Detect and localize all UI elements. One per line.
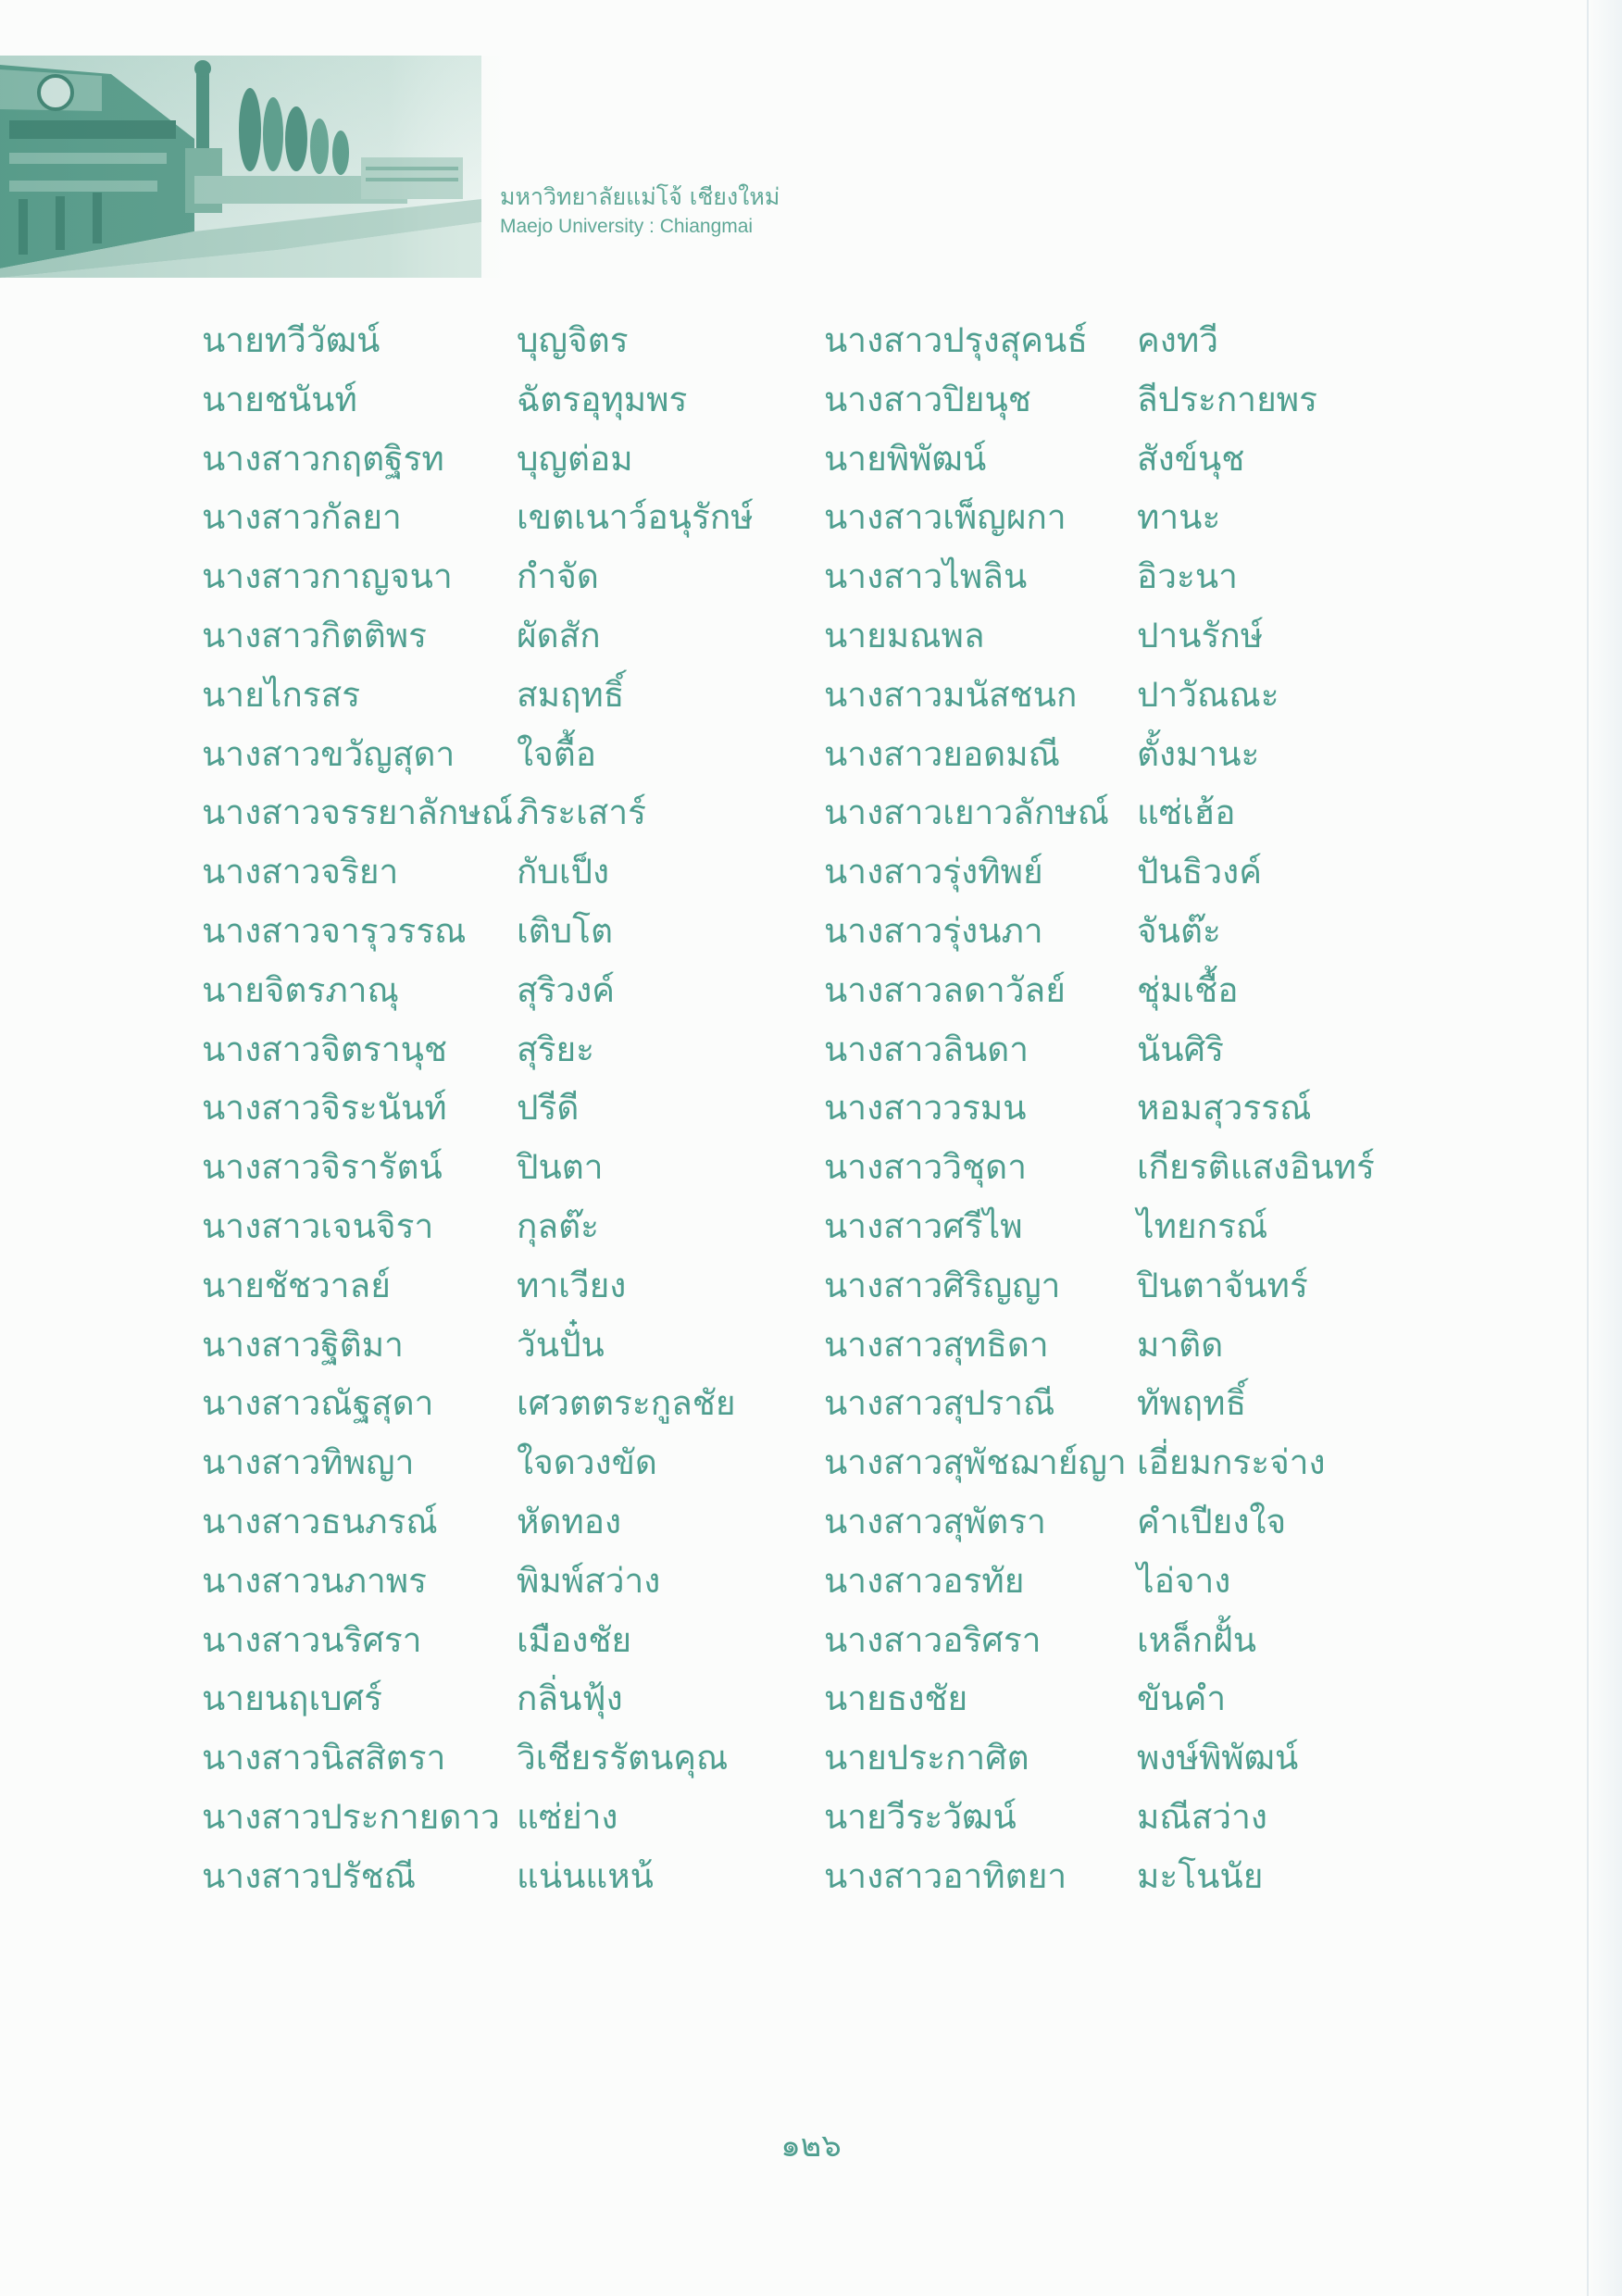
surname-left: กลิ่นฟุ้ง (517, 1678, 623, 1719)
first-name-right: นางสาวมนัสชนก (824, 674, 1078, 715)
name-row (202, 488, 1405, 547)
surname-left: แน่นแหน้ (517, 1855, 654, 1896)
university-name-thai: มหาวิทยาลัยแม่โจ้ เชียงใหม่ (500, 183, 780, 210)
name-row (202, 547, 1405, 606)
surname-left: กุลต๊ะ (517, 1205, 599, 1246)
surname-left: กำจัด (517, 556, 599, 597)
surname-right: ปาวัณณะ (1137, 674, 1279, 715)
name-row (202, 1728, 1405, 1788)
first-name-left: นางสาวกาญจนา (202, 556, 453, 597)
first-name-left: นางสาวจิระนันท์ (202, 1088, 447, 1129)
first-name-left: นางสาวฐิติมา (202, 1324, 404, 1365)
first-name-right: นางสาวลดาวัลย์ (824, 969, 1066, 1010)
surname-right: ไทยกรณ์ (1137, 1205, 1268, 1246)
name-row (202, 606, 1405, 666)
first-name-left: นางสาวกิตติพร (202, 615, 427, 655)
surname-right: ลีประกายพร (1137, 379, 1318, 419)
first-name-left: นายไกรสร (202, 674, 361, 715)
name-row (202, 725, 1405, 784)
name-row (202, 842, 1405, 902)
name-row (202, 666, 1405, 725)
surname-right: เกียรติแสงอินทร์ (1137, 1147, 1375, 1188)
first-name-left: นางสาวทิพญา (202, 1442, 415, 1483)
name-row (202, 961, 1405, 1020)
first-name-left: นางสาวเจนจิรา (202, 1205, 434, 1246)
surname-left: ใจตื้อ (517, 733, 596, 774)
first-name-left: นางสาวนภาพร (202, 1560, 427, 1601)
surname-right: ชุ่มเชื้อ (1137, 969, 1239, 1010)
surname-right: ปินตาจันทร์ (1137, 1265, 1308, 1305)
surname-left: เมืองชัย (517, 1619, 632, 1660)
first-name-left: นางสาวณัฐสุดา (202, 1383, 434, 1424)
first-name-right: นางสาวรุ่งนภา (824, 910, 1043, 951)
surname-right: คงทวี (1137, 320, 1218, 360)
surname-right: ตั้งมานะ (1137, 733, 1260, 774)
surname-right: หอมสุวรรณ์ (1137, 1088, 1312, 1129)
first-name-right: นางสาวรุ่งทิพย์ (824, 852, 1043, 892)
name-row (202, 902, 1405, 961)
first-name-left: นางสาวจิตรานุช (202, 1029, 448, 1069)
surname-right: จันต๊ะ (1137, 910, 1221, 951)
surname-right: แซ่เฮ้อ (1137, 792, 1236, 833)
first-name-left: นางสาวนริศรา (202, 1619, 422, 1660)
surname-right: ทานะ (1137, 497, 1221, 538)
name-row (202, 1138, 1405, 1197)
surname-left: เขตเนาว์อนุรักษ์ (517, 497, 754, 538)
name-row (202, 1256, 1405, 1316)
first-name-right: นางสาวสุทธิดา (824, 1324, 1049, 1365)
surname-right: ทัพฤทธิ์ (1137, 1383, 1247, 1424)
surname-right: ปานรักษ์ (1137, 615, 1264, 655)
first-name-right: นายวีระวัฒน์ (824, 1796, 1017, 1837)
surname-left: ภิระเสาร์ (517, 792, 647, 833)
first-name-right: นางสาวสุพัตรา (824, 1501, 1046, 1541)
name-row (202, 1611, 1405, 1670)
surname-right: คำเปียงใจ (1137, 1501, 1287, 1541)
surname-left: บุญจิตร (517, 320, 629, 360)
first-name-right: นายธงชัย (824, 1678, 968, 1719)
name-row (202, 311, 1405, 370)
surname-left: วิเชียรรัตนคุณ (517, 1738, 729, 1778)
first-name-right: นางสาวเยาวลักษณ์ (824, 792, 1109, 833)
surname-right: มะโนนัย (1137, 1855, 1264, 1896)
name-row (202, 1492, 1405, 1552)
surname-left: ปินตา (517, 1147, 604, 1188)
first-name-right: นางสาวศิริญญา (824, 1265, 1061, 1305)
surname-right: มณีสว่าง (1137, 1796, 1267, 1837)
surname-right: ขันคำ (1137, 1678, 1227, 1719)
first-name-left: นางสาวจรรยาลักษณ์ (202, 792, 513, 833)
first-name-left: นายชนันท์ (202, 379, 357, 419)
name-row (202, 1374, 1405, 1433)
name-row (202, 1197, 1405, 1256)
surname-right: ไอ่จาง (1137, 1560, 1231, 1601)
first-name-right: นางสาวศรีไพ (824, 1205, 1023, 1246)
surname-right: ปันธิวงค์ (1137, 852, 1262, 892)
name-list (202, 311, 1405, 1906)
first-name-right: นางสาวอริศรา (824, 1619, 1042, 1660)
name-row (202, 1433, 1405, 1492)
first-name-right: นางสาวอรทัย (824, 1560, 1025, 1601)
name-row (202, 783, 1405, 842)
first-name-left: นางสาวปรัชณี (202, 1855, 417, 1896)
name-row (202, 1079, 1405, 1138)
first-name-left: นางสาวขวัญสุดา (202, 733, 455, 774)
name-row (202, 1316, 1405, 1375)
first-name-right: นางสาวสุพัชฌาย์ญา (824, 1442, 1127, 1483)
first-name-right: นางสาววรมน (824, 1088, 1027, 1129)
first-name-right: นายประกาศิต (824, 1738, 1029, 1778)
first-name-left: นางสาวจารุวรรณ (202, 910, 467, 951)
surname-left: พิมพ์สว่าง (517, 1560, 661, 1601)
first-name-left: นายจิตรภาณุ (202, 969, 399, 1010)
surname-right: มาติด (1137, 1324, 1224, 1365)
university-name-english: Maejo University : Chiangmai (500, 216, 754, 237)
first-name-left: นางสาวธนภรณ์ (202, 1501, 438, 1541)
name-row (202, 430, 1405, 489)
surname-left: วันปั๋น (517, 1324, 605, 1365)
surname-left: สุริยะ (517, 1029, 595, 1069)
first-name-right: นางสาวเพ็ญผกา (824, 497, 1067, 538)
first-name-right: นางสาวอาทิตยา (824, 1855, 1067, 1896)
first-name-left: นางสาวประกายดาว (202, 1796, 500, 1837)
name-row (202, 1847, 1405, 1906)
first-name-right: นางสาวปิยนุช (824, 379, 1031, 419)
surname-left: ฉัตรอุทุมพร (517, 379, 688, 419)
surname-left: สุริวงค์ (517, 969, 616, 1010)
first-name-left: นางสาวกัลยา (202, 497, 402, 538)
surname-left: สมฤทธิ์ (517, 674, 625, 715)
name-row (202, 1669, 1405, 1728)
surname-left: บุญต่อม (517, 438, 633, 479)
first-name-right: นายพิพัฒน์ (824, 438, 987, 479)
surname-right: เหล็กฝั้น (1137, 1619, 1257, 1660)
surname-right: นันศิริ (1137, 1029, 1224, 1069)
surname-right: สังข์นุช (1137, 438, 1245, 479)
surname-left: หัดทอง (517, 1501, 622, 1541)
first-name-right: นางสาวลินดา (824, 1029, 1029, 1069)
surname-left: เศวตตระกูลชัย (517, 1383, 736, 1424)
first-name-left: นายชัชวาลย์ (202, 1265, 391, 1305)
surname-left: แซ่ย่าง (517, 1796, 618, 1837)
page-number: ๑๒๖ (780, 2128, 842, 2165)
surname-right: อิวะนา (1137, 556, 1238, 597)
first-name-right: นางสาววิชุดา (824, 1147, 1027, 1188)
surname-left: ใจดวงขัด (517, 1442, 657, 1483)
page-header (0, 0, 926, 296)
first-name-left: นางสาวนิสสิตรา (202, 1738, 446, 1778)
first-name-right: นางสาวไพลิน (824, 556, 1028, 597)
surname-right: พงษ์พิพัฒน์ (1137, 1738, 1299, 1778)
surname-right: เอี่ยมกระจ่าง (1137, 1442, 1326, 1483)
first-name-right: นายมณพล (824, 615, 985, 655)
surname-left: ผัดสัก (517, 615, 601, 655)
surname-left: ปรีดี (517, 1088, 580, 1129)
name-row (202, 370, 1405, 430)
first-name-right: นางสาวสุปราณี (824, 1383, 1055, 1424)
first-name-right: นางสาวยอดมณี (824, 733, 1060, 774)
first-name-left: นางสาวกฤตฐิรท (202, 438, 444, 479)
surname-left: ทาเวียง (517, 1265, 627, 1305)
first-name-left: นางสาวจริยา (202, 852, 399, 892)
name-row (202, 1552, 1405, 1611)
name-row (202, 1020, 1405, 1079)
page-edge (1587, 0, 1622, 2296)
first-name-left: นางสาวจิรารัตน์ (202, 1147, 443, 1188)
name-row (202, 1788, 1405, 1847)
first-name-right: นางสาวปรุงสุคนธ์ (824, 320, 1088, 360)
surname-left: กับเป็ง (517, 852, 610, 892)
campus-building-illustration (0, 0, 518, 278)
first-name-left: นายนฤเบศร์ (202, 1678, 382, 1719)
first-name-left: นายทวีวัฒน์ (202, 320, 381, 360)
surname-left: เติบโต (517, 910, 614, 951)
